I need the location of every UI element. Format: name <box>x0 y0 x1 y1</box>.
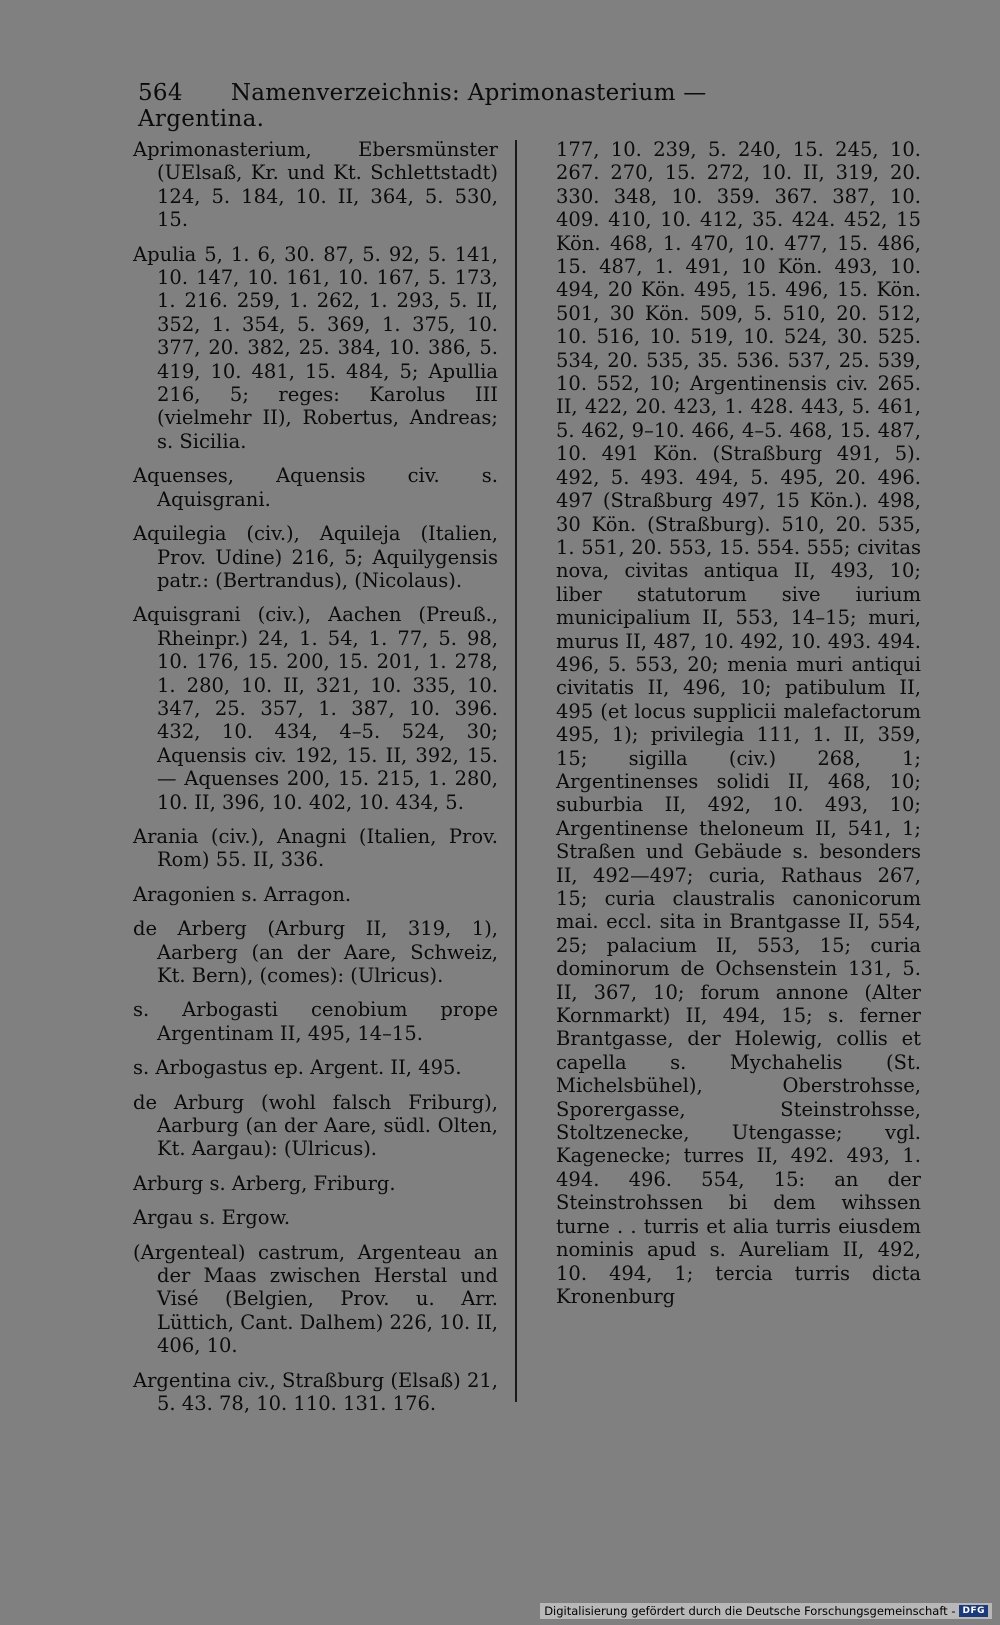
index-entry: Aquenses, Aquensis civ. s. Aquisgrani. <box>133 464 498 511</box>
index-entry: (Argenteal) castrum, Argenteau an der Maas zwischen Herstal und Visé (Belgien, Prov. u. Arr. Lüttich, Cant. Dalhem) 226, 10. II, 406, 10. <box>133 1240 498 1358</box>
index-entry-continuation: 177, 10. 239, 5. 240, 15. 245, 10. 267. 270, 15. 272, 10. II, 319, 20. 330. 348, 10. 359. 367. 387, 10. 409. 410, 10. 412, 35. 424. 452, 15 Kön. 468, 1. 470, 10. 477, 15. 486, 15. 487, 1. 491, 10 Kön. 493, 10. 494, 20 Kön. 495, 15. 496, 15. Kön. 501, 30 Kön. 509, 5. 510, 20. 512, 10. 516, 10. 519, 10. 524, 30. 525. 534, 20. 535, 35. 536. 537, 25. 539, 10. 552, 10; Argentinensis civ. 265. II, 422, 20. 423, 1. 428. 443, 5. 461, 5. 462, 9–10. 466, 4–5. 468, 15. 487, 10. 491 Kön. (Straßburg 491, 5). 492, 5. 493. 494, 5. 495, 20. 496. 497 (Straßburg 497, 15 Kön.). 498, 30 Kön. (Straßburg). 510, 20. 535, 1. 551, 20. 553, 15. 554. 555; civitas nova, civitas antiqua II, 493, 10; liber statutorum sive iurium municipalium II, 553, 14–15; muri, murus II, 487, 10. 492, 10. 493. 494. 496, 5. 553, 20; menia muri antiqui civitatis II, 496, 10; patibulum II, 495 (et locus supplicii malefactorum 495, 1); privilegia 111, 1. II, 359, 15; sigilla (civ.) 268, 1; Argentinenses solidi II, 468, 10; suburbia II, 492, 10. 493, 10; Argentinense theloneum II, 541, 1; Straßen und Gebäude s. besonders II, 492—497; curia, Rathaus 267, 15; curia claustralis canonicorum mai. eccl. sita in Brantgasse II, 554, 25; palacium II, 553, 15; curia dominorum de Ochsenstein 131, 5. II, 367, 10; forum annone (Alter Kornmarkt) II, 494, 15; s. ferner Brantgasse, der Holewig, collis et capella s. Mychahelis (St. Michelsbühel), Oberstrohsse, Sporergasse, Steinstrohsse, Stoltzenecke, Utengasse; vgl. Kagenecke; turres II, 492. 493, 1. 494. 496. 554, 15: an der Steinstrohssen bi dem wihssen turne . . turris et alia turris eiusdem nominis apud s. Aureliam II, 492, 10. 494, 1; tercia turris dicta Kronenburg <box>556 138 921 1308</box>
digitization-footer <box>540 1603 992 1619</box>
index-entry: s. Arbogasti cenobium prope Argentinam II, 495, 14–15. <box>133 998 498 1045</box>
index-entry: Apulia 5, 1. 6, 30. 87, 5. 92, 5. 141, 10. 147, 10. 161, 10. 167, 5. 173, 1. 216. 259, 1. 262, 1. 293, 5. II, 352, 1. 354, 5. 369, 1. 375, 10. 377, 20. 382, 25. 384, 10. 386, 5. 419, 10. 481, 15. 484, 5; Apullia 216, 5; reges: Karolus III (vielmehr II), Robertus, Andreas; s. Sicilia. <box>133 242 498 453</box>
page-number: 564 <box>138 80 183 106</box>
left-column <box>133 138 498 1427</box>
index-entry: Aprimonasterium, Ebersmünster (UElsaß, Kr. und Kt. Schlettstadt) 124, 5. 184, 10. II, 364, 5. 530, 15. <box>133 138 498 232</box>
index-entry: de Arburg (wohl falsch Friburg), Aarburg (an der Aare, südl. Olten, Kt. Aargau): (Ulricus). <box>133 1090 498 1161</box>
index-entry: Arburg s. Arberg, Friburg. <box>133 1171 396 1195</box>
right-column <box>556 138 921 1308</box>
index-entry: Aquilegia (civ.), Aquileja (Italien, Prov. Udine) 216, 5; Aquilygensis patr.: (Bertrandus), (Nicolaus). <box>133 522 498 592</box>
page-title: Namenverzeichnis: Aprimonasterium — Argentina. <box>138 80 707 132</box>
index-entry: Aquisgrani (civ.), Aachen (Preuß., Rheinpr.) 24, 1. 54, 1. 77, 5. 98, 10. 176, 15. 200, 15. 201, 1. 278, 1. 280, 10. II, 321, 10. 335, 10. 347, 25. 357, 1. 387, 10. 396. 432, 10. 434, 4–5. 524, 30; Aquensis civ. 192, 15. II, 392, 15. — Aquenses 200, 15. 215, 1. 280, 10. II, 396, 10. 402, 10. 434, 5. <box>133 603 498 814</box>
index-entry: de Arberg (Arburg II, 319, 1), Aarberg (an der Aare, Schweiz, Kt. Bern), (comes): (Ulricus). <box>133 917 498 987</box>
page-header <box>138 80 798 132</box>
index-entry: Argau s. Ergow. <box>133 1206 291 1230</box>
column-divider <box>515 140 517 1402</box>
index-entry: Arania (civ.), Anagni (Italien, Prov. Rom) 55. II, 336. <box>133 824 498 872</box>
footer-text: Digitalisierung gefördert durch die Deutsche Forschungsgemeinschaft - <box>544 1604 956 1618</box>
index-entry: Argentina civ., Straßburg (Elsaß) 21, 5. 43. 78, 10. 110. 131. 176. <box>133 1368 498 1416</box>
dfg-logo: DFG <box>959 1605 988 1617</box>
index-entry: s. Arbogastus ep. Argent. II, 495. <box>133 1056 462 1080</box>
index-entry: Aragonien s. Arragon. <box>133 882 352 906</box>
